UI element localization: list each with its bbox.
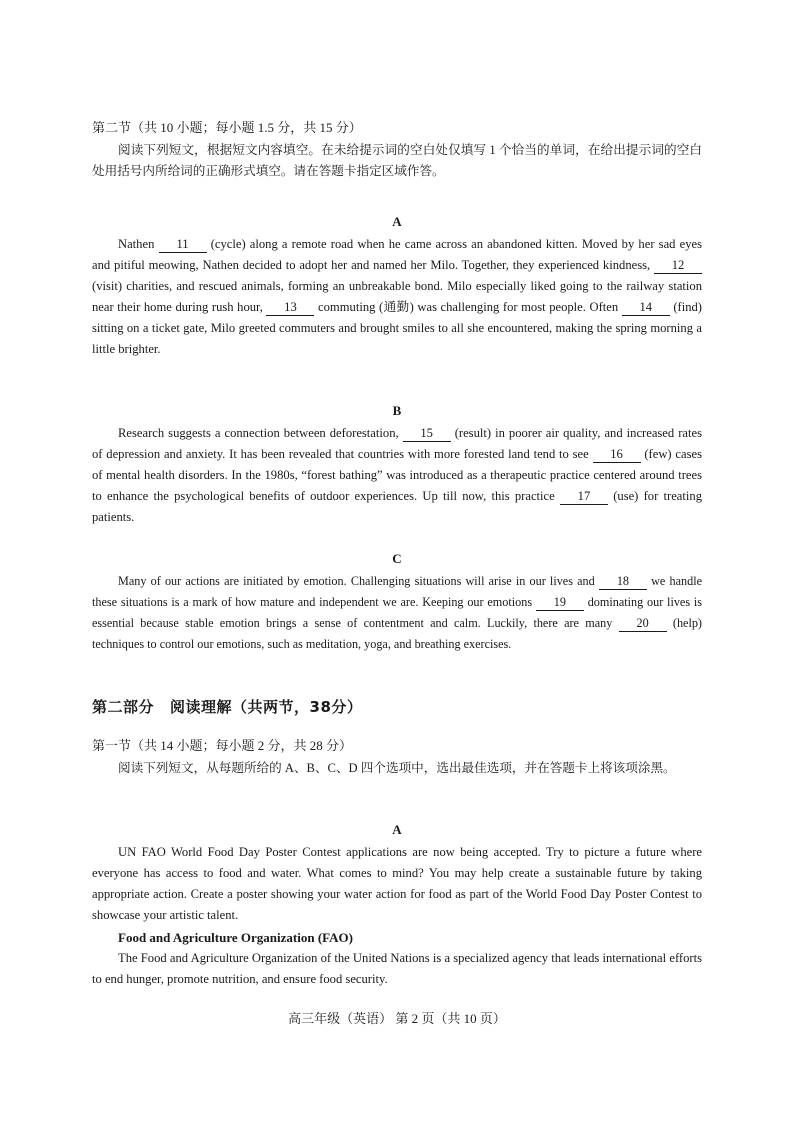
section2-instructions: 阅读下列短文，根据短文内容填空。在未给提示词的空白处仅填写 1 个恰当的单词，在给出提示词的空白处用括号内所给词的正确形式填空。请在答题卡指定区域作答。 <box>92 143 702 178</box>
passage-b-s3: (few) cases of mental health disorders. In the 1980s, “forest bathing” was introduced as a therapeutic practice centered around trees to enhance the psychological benefits of outdoor experiences. Up till now, this practice <box>92 446 702 503</box>
reading-a-intro: UN FAO World Food Day Poster Contest applications are now being accepted. Try to picture a future where everyone has access to food and water. What comes to mind? You may help create a sustainable future by taking appropriate action. Create a poster showing your water action for food as part of the World Food Day Poster Contest to showcase your artistic talent. <box>92 845 702 922</box>
passage-b-text <box>92 423 702 528</box>
section2-heading: 第二节（共 10 小题；每小题 1.5 分，共 15 分） <box>92 120 362 135</box>
blank-11[interactable]: 11 <box>159 236 207 253</box>
passage-a-s5: (find) sitting on a ticket gate, Milo greeted commuters and brought smiles to all she encountered, making the spring morning a little brighter. <box>92 299 702 356</box>
reading-a-letter: A <box>392 822 402 837</box>
blank-19[interactable]: 19 <box>536 594 584 611</box>
passage-a-text <box>92 234 702 359</box>
blank-13[interactable]: 13 <box>266 299 314 316</box>
part2-title-a: 第二部分 <box>92 698 155 716</box>
blank-14[interactable]: 14 <box>622 299 670 316</box>
passage-b-letter: B <box>392 403 402 418</box>
passage-b-s4: (use) for treating patients. <box>92 488 702 524</box>
passage-b-s2: (result) in poorer air quality, and increased rates of depression and anxiety. It has been revealed that countries with more forested land tend to see <box>92 426 702 461</box>
blank-20[interactable]: 20 <box>619 615 667 632</box>
part2-section1-heading: 第一节（共 14 小题；每小题 2 分，共 28 分） <box>92 738 353 753</box>
passage-c-s1: Many of our actions are initiated by emotion. Challenging situations will arise in our lives and <box>118 574 595 588</box>
fao-heading: Food and Agriculture Organization (FAO) <box>118 930 353 945</box>
blank-15[interactable]: 15 <box>403 425 451 442</box>
part2-title-b: 阅读理解（共两节，38分） <box>170 698 363 716</box>
blank-17[interactable]: 17 <box>560 488 608 505</box>
passage-a-s4: commuting (通勤) was challenging for most people. Often <box>318 299 619 314</box>
passage-c-s3: dominating our lives is essential because stable emotion brings a sense of contentment and calm. Luckily, there are many <box>92 594 703 630</box>
blank-16[interactable]: 16 <box>593 446 641 463</box>
passage-a-letter: A <box>392 214 402 229</box>
part2-title <box>92 696 702 717</box>
blank-12[interactable]: 12 <box>654 257 702 274</box>
passage-a-s2: (cycle) along a remote road when he came across an abandoned kitten. Moved by her sad eyes and pitiful meowing, Nathen decided to adopt her and named her Milo. Together, they experienced kindness, <box>92 237 702 272</box>
passage-c-letter: C <box>392 551 402 566</box>
passage-c-s4: (help) techniques to control our emotions, such as meditation, yoga, and breathing exercises. <box>92 615 702 651</box>
passage-c-text <box>92 571 702 655</box>
passage-a-s1: Nathen <box>118 237 155 251</box>
fao-text: The Food and Agriculture Organization of the United Nations is a specialized agency that leads international efforts to end hunger, promote nutrition, and ensure food security. <box>92 951 702 986</box>
blank-18[interactable]: 18 <box>599 573 647 590</box>
page-footer: 高三年级（英语） 第 2 页（共 10 页） <box>288 1011 506 1026</box>
passage-b-s1: Research suggests a connection between deforestation, <box>118 426 399 440</box>
passage-c-s2: we handle these situations is a mark of how mature and independent we are. Keeping our emotions <box>92 574 702 609</box>
passage-a-s3: (visit) charities, and rescued animals, forming an unbreakable bond. Milo especially liked going to the railway station near their home during rush hour, <box>92 278 702 314</box>
part2-section1-instructions: 阅读下列短文，从每题所给的 A、B、C、D 四个选项中，选出最佳选项，并在答题卡上将该项涂黑。 <box>118 761 676 775</box>
